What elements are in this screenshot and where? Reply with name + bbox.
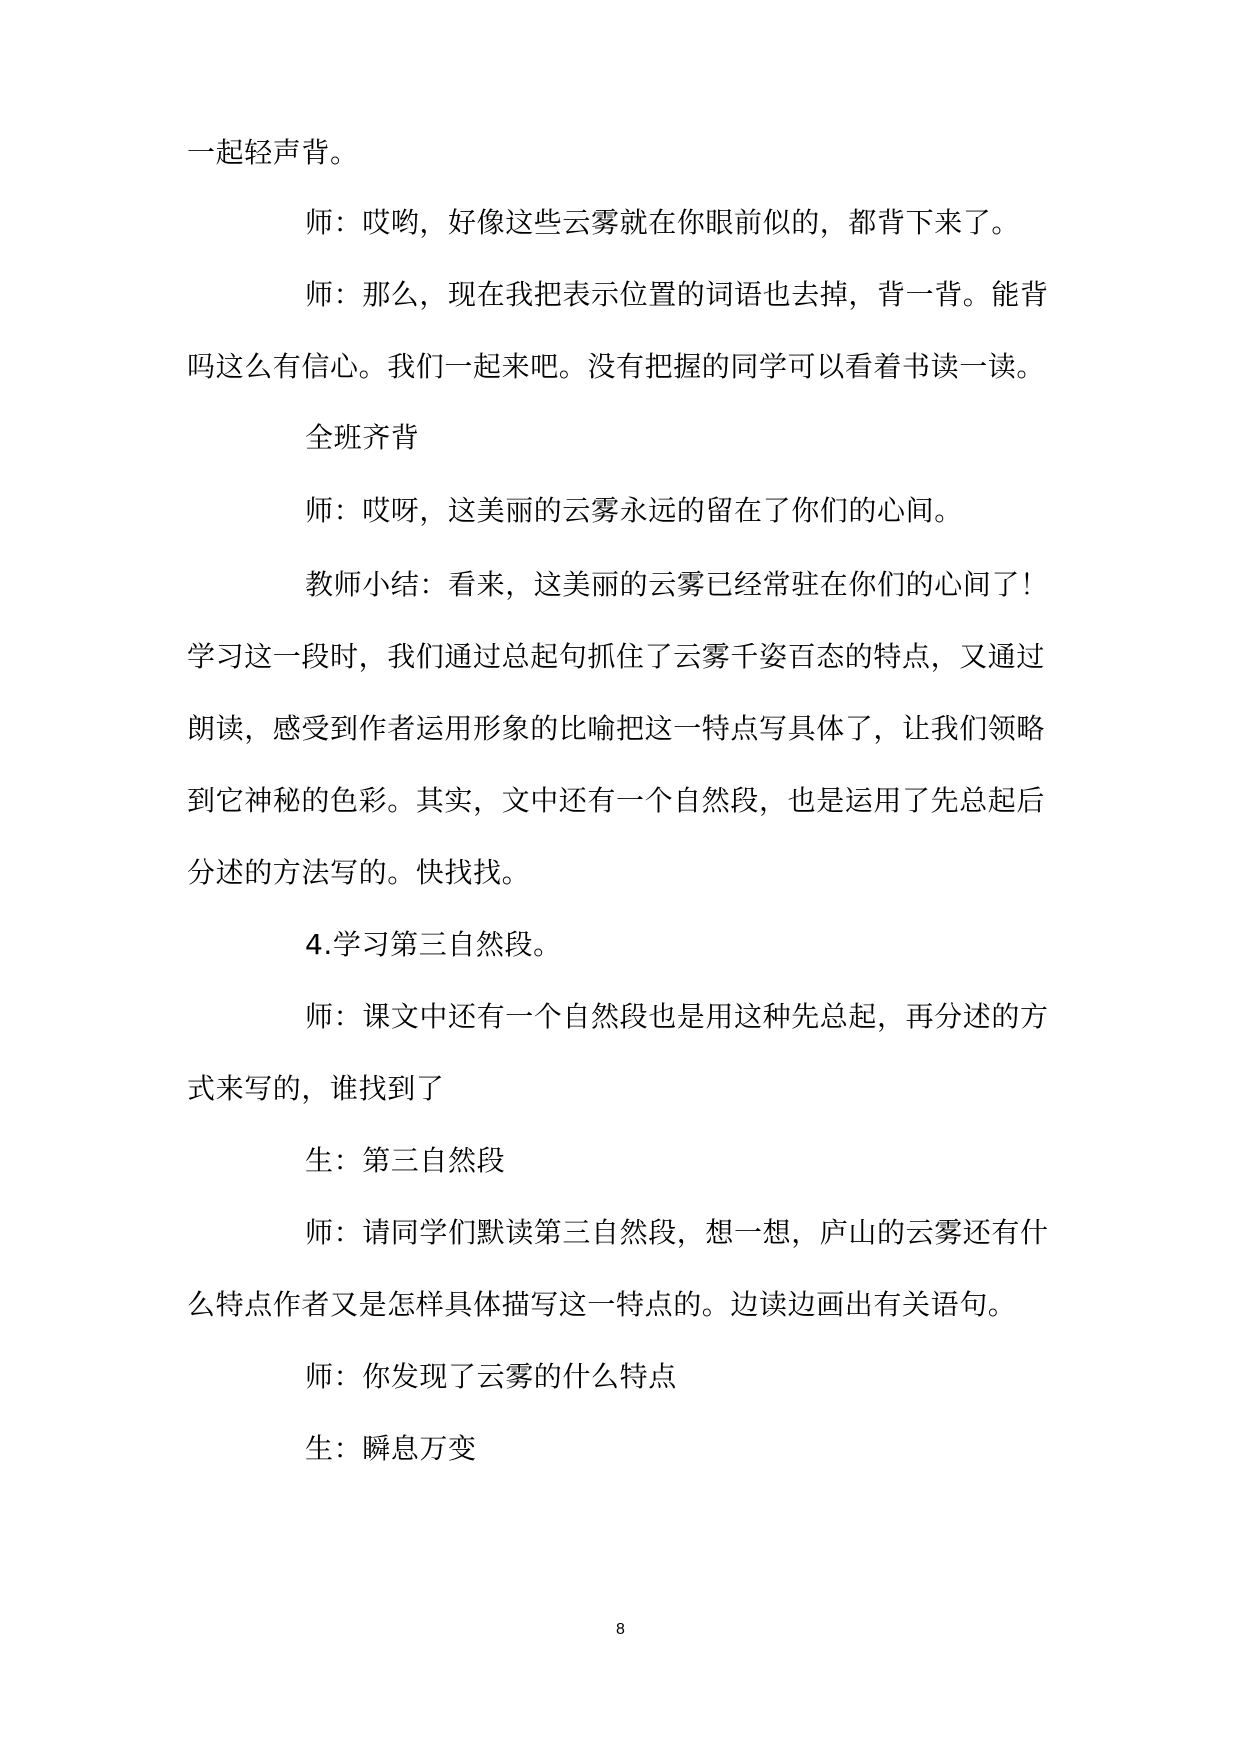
text-line: 分述的方法写的。快找找。	[187, 856, 531, 889]
text-line: 生：第三自然段	[305, 1144, 506, 1177]
text-line: 教师小结：看来，这美丽的云雾已经常驻在你们的心间了！	[305, 568, 1049, 601]
text-line: 师：那么，现在我把表示位置的词语也去掉，背一背。能背	[305, 278, 1049, 311]
page-number: 8	[616, 1621, 625, 1638]
text-line: 吗这么有信心。我们一起来吧。没有把握的同学可以看着书读一读。	[187, 350, 1046, 383]
text-line: 到它神秘的色彩。其实，文中还有一个自然段，也是运用了先总起后	[187, 784, 1046, 817]
text-line: 师：你发现了云雾的什么特点	[305, 1360, 677, 1393]
text-line: 学习这一段时，我们通过总起句抓住了云雾千姿百态的特点，又通过	[187, 640, 1046, 673]
text-line: 师：请同学们默读第三自然段，想一想，庐山的云雾还有什	[305, 1216, 1049, 1249]
text-line: 么特点作者又是怎样具体描写这一特点的。边读边画出有关语句。	[187, 1288, 1017, 1321]
text-line: 师：课文中还有一个自然段也是用这种先总起，再分述的方	[305, 1000, 1049, 1033]
text-line: 一起轻声背。	[187, 136, 359, 169]
text-line: 师：哎哟，好像这些云雾就在你眼前似的，都背下来了。	[305, 206, 1021, 239]
text-line: 生：瞬息万变	[305, 1432, 477, 1465]
text-line: 朗读，感受到作者运用形象的比喻把这一特点写具体了，让我们领略	[187, 712, 1046, 745]
text-line: 全班齐背	[305, 421, 420, 454]
text-line: 式来写的，谁找到了	[187, 1072, 445, 1105]
text-line: 4.学习第三自然段。	[305, 928, 562, 961]
text-line: 师：哎呀，这美丽的云雾永远的留在了你们的心间。	[305, 494, 963, 527]
